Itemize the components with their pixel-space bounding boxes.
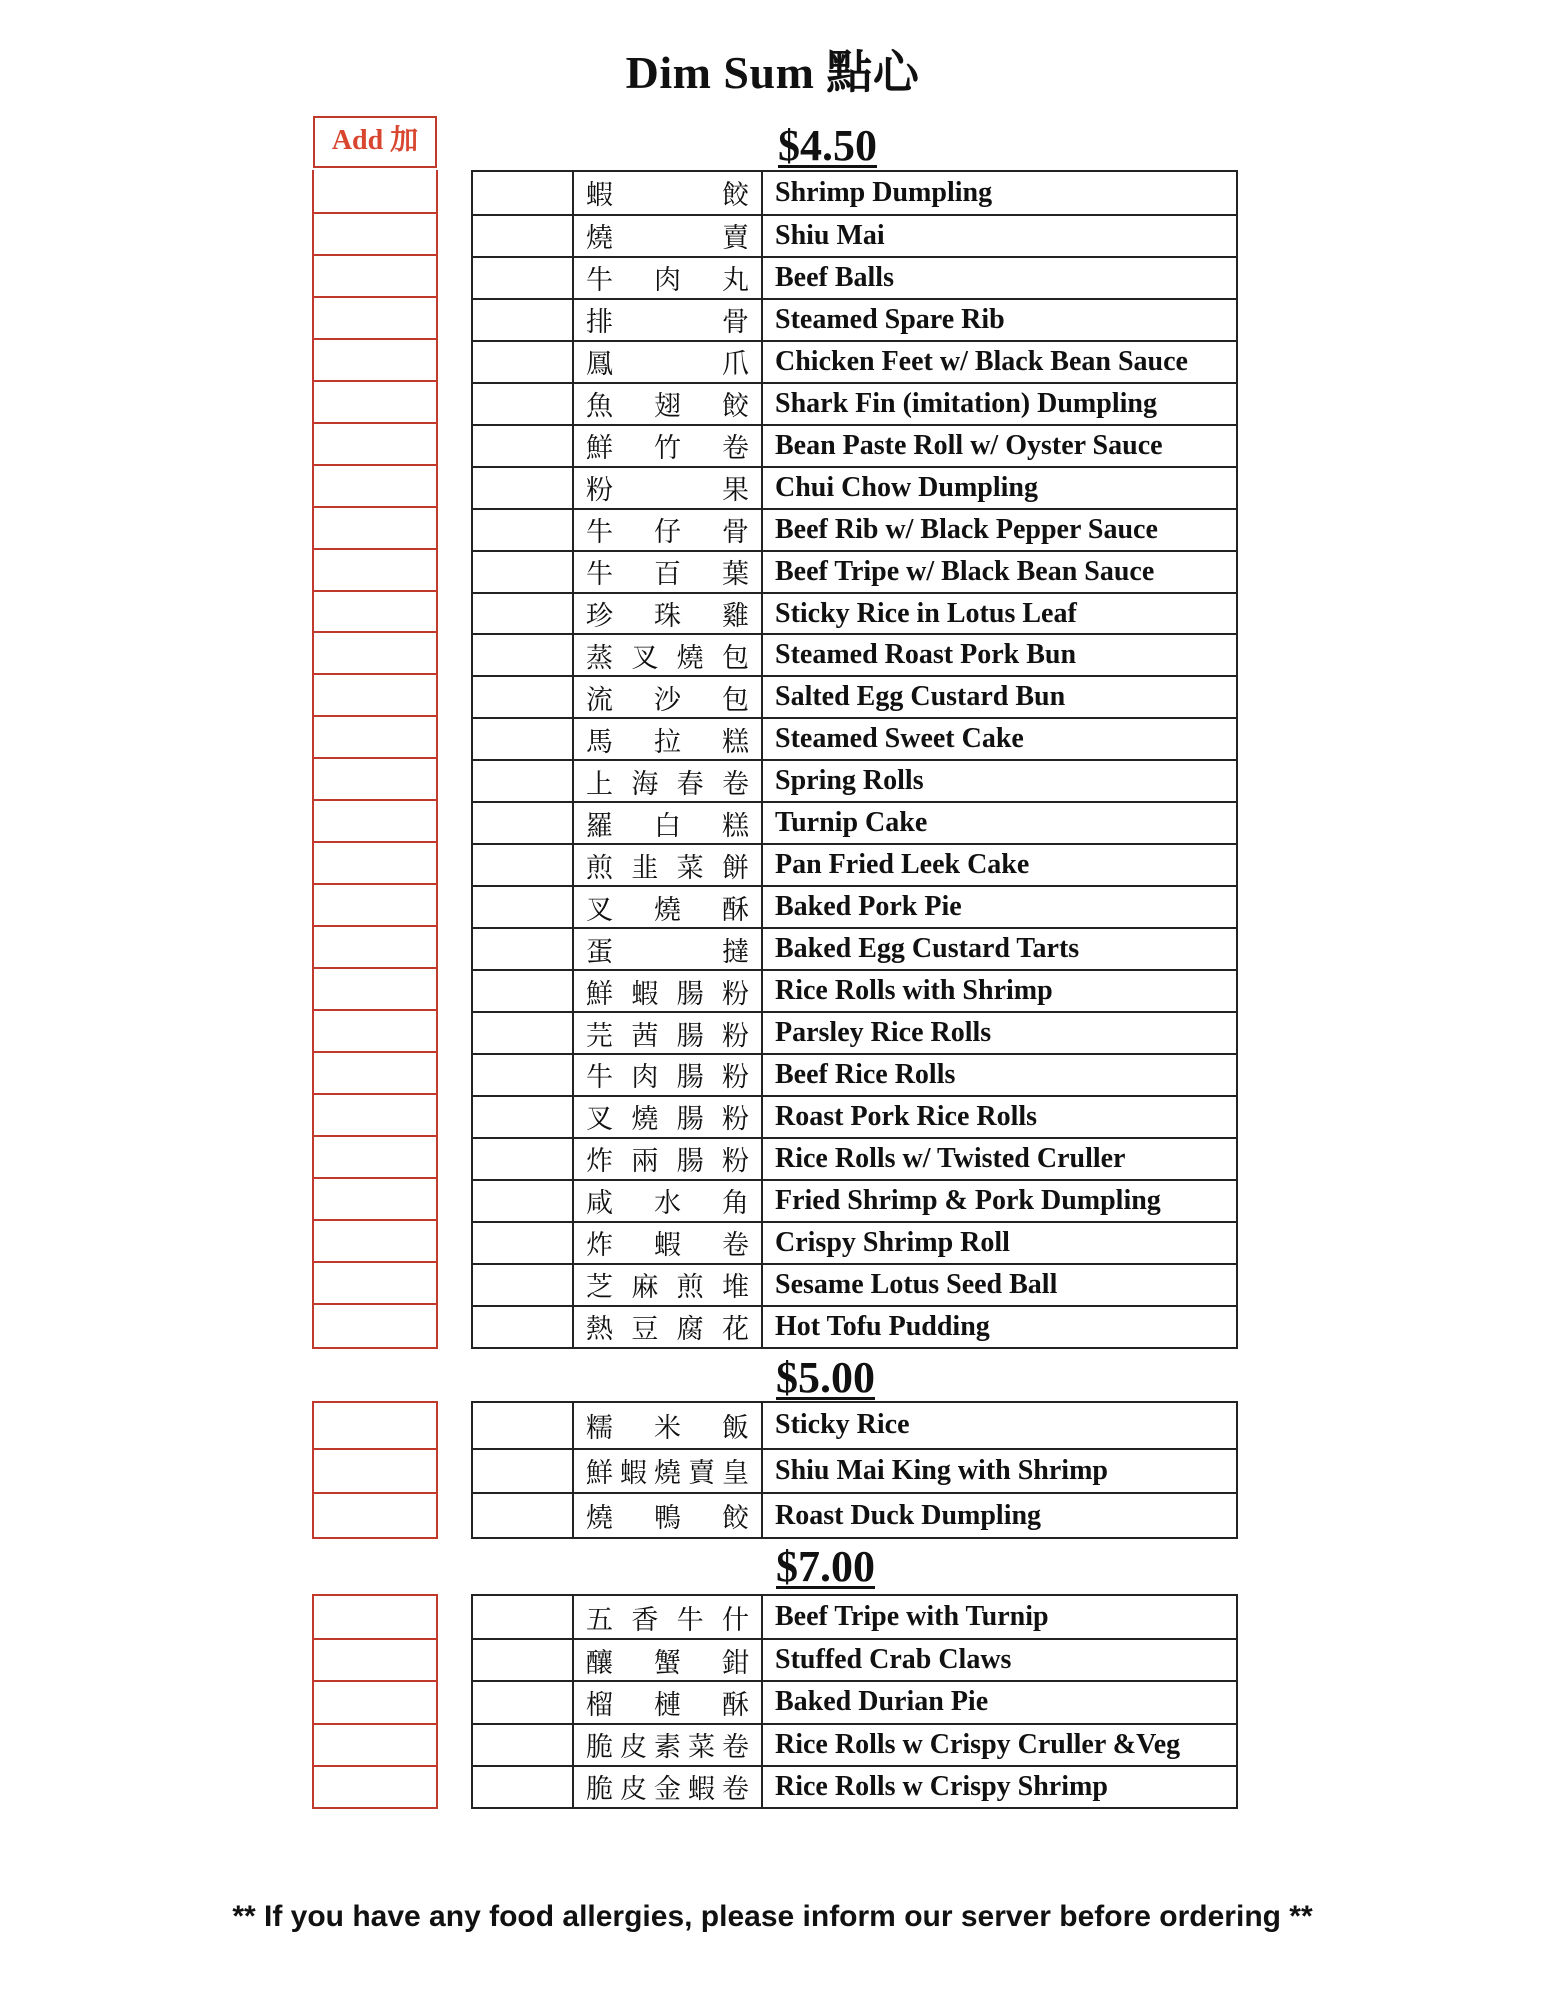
quantity-cell[interactable] [473, 552, 574, 592]
item-chinese-name-cell [574, 1767, 763, 1807]
quantity-cell[interactable] [473, 971, 574, 1011]
quantity-cell[interactable] [473, 1265, 574, 1305]
item-chinese-name-cell [574, 1097, 763, 1137]
add-checkbox-cell[interactable] [314, 883, 436, 925]
add-checkbox-cell[interactable] [314, 1680, 436, 1722]
menu-item-row [473, 1638, 1236, 1680]
item-chinese-name: 牛 肉 腸 粉 [586, 1062, 749, 1094]
quantity-cell[interactable] [473, 677, 574, 717]
quantity-cell[interactable] [473, 258, 574, 298]
add-checkbox-cell[interactable] [314, 1093, 436, 1135]
menu-item-row [473, 759, 1236, 801]
page-title: Dim Sum 點心 [625, 47, 920, 98]
item-chinese-name: 牛 仔 骨 [586, 517, 749, 549]
item-chinese-name: 燒 賣 [586, 223, 749, 255]
add-checkbox-cell[interactable] [314, 296, 436, 338]
item-english-name: Rice Rolls w/ Twisted Cruller [775, 1142, 1126, 1174]
item-english-name: Fried Shrimp & Pork Dumpling [775, 1184, 1161, 1216]
item-chinese-name-cell [574, 719, 763, 759]
menu-item-row [473, 1596, 1236, 1638]
quantity-cell[interactable] [473, 1055, 574, 1095]
item-chinese-name: 炸 蝦 卷 [586, 1230, 749, 1262]
item-chinese-name-cell [574, 971, 763, 1011]
item-chinese-name-cell [574, 1450, 763, 1493]
item-english-name: Beef Tripe with Turnip [775, 1601, 1049, 1633]
add-checkbox-cell[interactable] [314, 715, 436, 757]
menu-item-row [473, 508, 1236, 550]
item-chinese-name: 上 海 春 卷 [586, 768, 749, 800]
menu-item-row [473, 592, 1236, 634]
item-chinese-name: 榴 槤 酥 [586, 1689, 749, 1721]
item-english-name: Baked Durian Pie [775, 1686, 989, 1718]
item-chinese-name-cell [574, 677, 763, 717]
item-english-name: Turnip Cake [775, 807, 928, 839]
add-checkbox-cell[interactable] [314, 1009, 436, 1051]
item-chinese-name: 脆皮金蝦卷 [586, 1774, 749, 1806]
add-checkbox-cell[interactable] [314, 1596, 436, 1638]
add-column [312, 1594, 438, 1809]
menu-item-row [473, 1448, 1236, 1493]
menu-item-row [473, 382, 1236, 424]
item-chinese-name-cell [574, 1223, 763, 1263]
menu-item-row [473, 424, 1236, 466]
add-checkbox-cell[interactable] [314, 967, 436, 1009]
item-english-name: Steamed Sweet Cake [775, 723, 1024, 755]
item-chinese-name: 叉 燒 腸 粉 [586, 1104, 749, 1136]
quantity-cell[interactable] [473, 384, 574, 424]
add-checkbox-cell[interactable] [314, 170, 436, 212]
menu-item-row [473, 1011, 1236, 1053]
quantity-cell[interactable] [473, 426, 574, 466]
item-chinese-name: 煎 韭 菜 餅 [586, 852, 749, 884]
add-column [312, 1401, 438, 1539]
quantity-cell[interactable] [473, 845, 574, 885]
quantity-cell[interactable] [473, 468, 574, 508]
add-checkbox-cell[interactable] [314, 841, 436, 883]
menu-item-row [473, 1305, 1236, 1347]
menu-item-row [473, 1179, 1236, 1221]
item-chinese-name: 鮮 蝦 腸 粉 [586, 978, 749, 1010]
item-english-name: Shiu Mai King with Shrimp [775, 1454, 1108, 1486]
add-checkbox-cell[interactable] [314, 422, 436, 464]
menu-item-row [473, 172, 1236, 214]
menu-item-row [473, 927, 1236, 969]
add-checkbox-cell[interactable] [314, 757, 436, 799]
section-price: $4.50 [778, 121, 877, 170]
menu-item-row [473, 633, 1236, 675]
add-checkbox-cell[interactable] [314, 1448, 436, 1493]
item-english-name: Stuffed Crab Claws [775, 1644, 1012, 1676]
menu-item-row [473, 1221, 1236, 1263]
menu-item-row [473, 843, 1236, 885]
item-chinese-name-cell [574, 1682, 763, 1722]
menu-item-row [473, 466, 1236, 508]
add-column [312, 170, 438, 1349]
add-checkbox-cell[interactable] [314, 925, 436, 967]
menu-item-row [473, 1403, 1236, 1448]
menu-item-row [473, 298, 1236, 340]
item-chinese-name: 炸 兩 腸 粉 [586, 1146, 749, 1178]
item-english-name: Shark Fin (imitation) Dumpling [775, 387, 1157, 419]
menu-item-row [473, 340, 1236, 382]
item-chinese-name-cell [574, 300, 763, 340]
item-chinese-name: 芝 麻 煎 堆 [586, 1272, 749, 1304]
item-chinese-name-cell [574, 384, 763, 424]
quantity-cell[interactable] [473, 1403, 574, 1448]
quantity-cell[interactable] [473, 1223, 574, 1263]
item-chinese-name: 蝦 餃 [586, 180, 749, 212]
item-chinese-name: 咸 水 角 [586, 1188, 749, 1220]
item-chinese-name-cell [574, 845, 763, 885]
menu-item-row [473, 1137, 1236, 1179]
item-english-name: Sticky Rice in Lotus Leaf [775, 597, 1077, 629]
quantity-cell[interactable] [473, 1596, 574, 1638]
item-chinese-name-cell [574, 1139, 763, 1179]
add-checkbox-cell[interactable] [314, 1492, 436, 1537]
add-checkbox-cell[interactable] [314, 464, 436, 506]
item-english-name: Roast Duck Dumpling [775, 1499, 1042, 1531]
quantity-cell[interactable] [473, 1494, 574, 1537]
menu-item-row [473, 885, 1236, 927]
item-chinese-name: 鳳 爪 [586, 349, 749, 381]
item-chinese-name: 熱 豆 腐 花 [586, 1314, 749, 1346]
add-checkbox-cell[interactable] [314, 799, 436, 841]
item-chinese-name: 叉 燒 酥 [586, 894, 749, 926]
menu-item-row [473, 1053, 1236, 1095]
item-english-name: Beef Rice Rolls [775, 1058, 956, 1090]
menu-item-row [473, 1680, 1236, 1722]
item-chinese-name-cell [574, 929, 763, 969]
item-chinese-name-cell [574, 1725, 763, 1765]
add-checkbox-cell[interactable] [314, 212, 436, 254]
item-english-name: Bean Paste Roll w/ Oyster Sauce [775, 429, 1163, 461]
item-chinese-name: 芫 茜 腸 粉 [586, 1020, 749, 1052]
item-english-name: Chicken Feet w/ Black Bean Sauce [775, 345, 1188, 377]
add-checkbox-cell[interactable] [314, 254, 436, 296]
item-chinese-name-cell [574, 172, 763, 214]
item-chinese-name-cell [574, 216, 763, 256]
item-english-name: Baked Egg Custard Tarts [775, 933, 1080, 965]
item-chinese-name: 粉 果 [586, 475, 749, 507]
quantity-cell[interactable] [473, 300, 574, 340]
menu-item-row [473, 1765, 1236, 1807]
quantity-cell[interactable] [473, 1307, 574, 1347]
item-chinese-name-cell [574, 1640, 763, 1680]
item-english-name: Rice Rolls w Crispy Cruller &Veg [775, 1728, 1181, 1760]
quantity-cell[interactable] [473, 342, 574, 382]
item-english-name: Rice Rolls w Crispy Shrimp [775, 1770, 1108, 1802]
item-chinese-name-cell [574, 887, 763, 927]
quantity-cell[interactable] [473, 1181, 574, 1221]
add-checkbox-cell[interactable] [314, 631, 436, 673]
item-chinese-name: 魚 翅 餃 [586, 391, 749, 423]
quantity-cell[interactable] [473, 1450, 574, 1493]
item-chinese-name-cell [574, 552, 763, 592]
quantity-cell[interactable] [473, 1767, 574, 1807]
item-chinese-name: 珍 珠 雞 [586, 601, 749, 632]
item-chinese-name: 蒸 叉 燒 包 [586, 642, 749, 674]
menu-item-row [473, 675, 1236, 717]
menu-item-row [473, 969, 1236, 1011]
add-checkbox-cell[interactable] [314, 673, 436, 715]
add-checkbox-cell[interactable] [314, 380, 436, 422]
item-english-name: Rice Rolls with Shrimp [775, 975, 1053, 1007]
menu-item-row [473, 1723, 1236, 1765]
quantity-cell[interactable] [473, 1013, 574, 1053]
add-checkbox-cell[interactable] [314, 338, 436, 380]
item-chinese-name-cell [574, 1494, 763, 1537]
item-chinese-name-cell [574, 1013, 763, 1053]
quantity-cell[interactable] [473, 216, 574, 256]
item-english-name: Shiu Mai [775, 219, 885, 251]
item-english-name: Shrimp Dumpling [775, 176, 993, 208]
add-checkbox-cell[interactable] [314, 548, 436, 590]
item-chinese-name-cell [574, 594, 763, 634]
item-english-name: Spring Rolls [775, 765, 924, 797]
item-chinese-name: 釀 蟹 鉗 [586, 1647, 749, 1679]
item-chinese-name: 馬 拉 糕 [586, 726, 749, 758]
menu-item-row [473, 1095, 1236, 1137]
quantity-cell[interactable] [473, 172, 574, 214]
item-chinese-name: 燒 鴨 餃 [586, 1503, 749, 1535]
menu-item-row [473, 214, 1236, 256]
menu-item-row [473, 1492, 1236, 1537]
item-english-name: Steamed Roast Pork Bun [775, 639, 1077, 671]
item-chinese-name-cell [574, 1265, 763, 1305]
item-english-name: Pan Fried Leek Cake [775, 849, 1030, 881]
section-price: $7.00 [776, 1542, 875, 1591]
item-chinese-name-cell [574, 761, 763, 801]
item-chinese-name: 五 香 牛 什 [586, 1604, 749, 1636]
item-chinese-name-cell [574, 258, 763, 298]
item-english-name: Hot Tofu Pudding [775, 1310, 990, 1342]
item-chinese-name-cell [574, 1307, 763, 1347]
quantity-cell[interactable] [473, 887, 574, 927]
menu-item-row [473, 1263, 1236, 1305]
add-checkbox-cell[interactable] [314, 590, 436, 632]
menu-table [471, 1594, 1238, 1809]
menu-item-row [473, 550, 1236, 592]
item-chinese-name: 脆皮素菜卷 [586, 1732, 749, 1764]
item-chinese-name: 鮮 竹 卷 [586, 433, 749, 465]
quantity-cell[interactable] [473, 803, 574, 843]
add-checkbox-cell[interactable] [314, 1177, 436, 1219]
item-chinese-name: 鮮蝦燒賣皇 [586, 1458, 749, 1490]
quantity-cell[interactable] [473, 594, 574, 634]
item-english-name: Crispy Shrimp Roll [775, 1226, 1010, 1258]
item-chinese-name: 蛋 撻 [586, 936, 749, 968]
allergy-note: ** If you have any food allergies, please inform our server before ordering ** [232, 1900, 1313, 1933]
item-english-name: Parsley Rice Rolls [775, 1017, 992, 1049]
add-checkbox-cell[interactable] [314, 1135, 436, 1177]
section-price: $5.00 [776, 1353, 875, 1402]
add-checkbox-cell[interactable] [314, 1723, 436, 1765]
quantity-cell[interactable] [473, 635, 574, 675]
item-chinese-name-cell [574, 1181, 763, 1221]
add-checkbox-cell[interactable] [314, 1403, 436, 1448]
item-chinese-name: 糯 米 飯 [586, 1412, 749, 1444]
item-english-name: Chui Chow Dumpling [775, 471, 1038, 503]
add-checkbox-cell[interactable] [314, 1303, 436, 1345]
item-chinese-name-cell [574, 468, 763, 508]
add-checkbox-cell[interactable] [314, 1261, 436, 1303]
item-chinese-name-cell [574, 803, 763, 843]
item-english-name: Beef Rib w/ Black Pepper Sauce [775, 513, 1158, 545]
add-checkbox-cell[interactable] [314, 1638, 436, 1680]
quantity-cell[interactable] [473, 1097, 574, 1137]
quantity-cell[interactable] [473, 761, 574, 801]
quantity-cell[interactable] [473, 1725, 574, 1765]
item-chinese-name-cell [574, 1596, 763, 1638]
add-column-header: Add 加 [313, 116, 437, 168]
item-chinese-name-cell [574, 426, 763, 466]
item-chinese-name-cell [574, 1403, 763, 1448]
quantity-cell[interactable] [473, 1640, 574, 1680]
quantity-cell[interactable] [473, 719, 574, 759]
item-chinese-name-cell [574, 635, 763, 675]
quantity-cell[interactable] [473, 1139, 574, 1179]
item-chinese-name: 排 骨 [586, 307, 749, 339]
item-chinese-name-cell [574, 510, 763, 550]
item-chinese-name-cell [574, 1055, 763, 1095]
quantity-cell[interactable] [473, 1682, 574, 1722]
add-checkbox-cell[interactable] [314, 1051, 436, 1093]
item-chinese-name-cell [574, 342, 763, 382]
menu-table [471, 1401, 1238, 1539]
add-checkbox-cell[interactable] [314, 506, 436, 548]
item-english-name: Sesame Lotus Seed Ball [775, 1268, 1058, 1300]
item-english-name: Salted Egg Custard Bun [775, 681, 1066, 713]
quantity-cell[interactable] [473, 510, 574, 550]
item-chinese-name: 羅 白 糕 [586, 810, 749, 842]
item-english-name: Beef Tripe w/ Black Bean Sauce [775, 555, 1155, 587]
add-checkbox-cell[interactable] [314, 1765, 436, 1807]
item-chinese-name: 牛 百 葉 [586, 559, 749, 591]
item-english-name: Baked Pork Pie [775, 891, 962, 923]
menu-item-row [473, 717, 1236, 759]
add-checkbox-cell[interactable] [314, 1219, 436, 1261]
item-english-name: Sticky Rice [775, 1409, 910, 1441]
item-english-name: Beef Balls [775, 261, 894, 293]
menu-table [471, 170, 1238, 1349]
item-english-name: Steamed Spare Rib [775, 303, 1005, 335]
item-chinese-name: 牛 肉 丸 [586, 265, 749, 297]
quantity-cell[interactable] [473, 929, 574, 969]
item-chinese-name: 流 沙 包 [586, 684, 749, 716]
menu-item-row [473, 256, 1236, 298]
menu-item-row [473, 801, 1236, 843]
item-english-name: Roast Pork Rice Rolls [775, 1100, 1038, 1132]
